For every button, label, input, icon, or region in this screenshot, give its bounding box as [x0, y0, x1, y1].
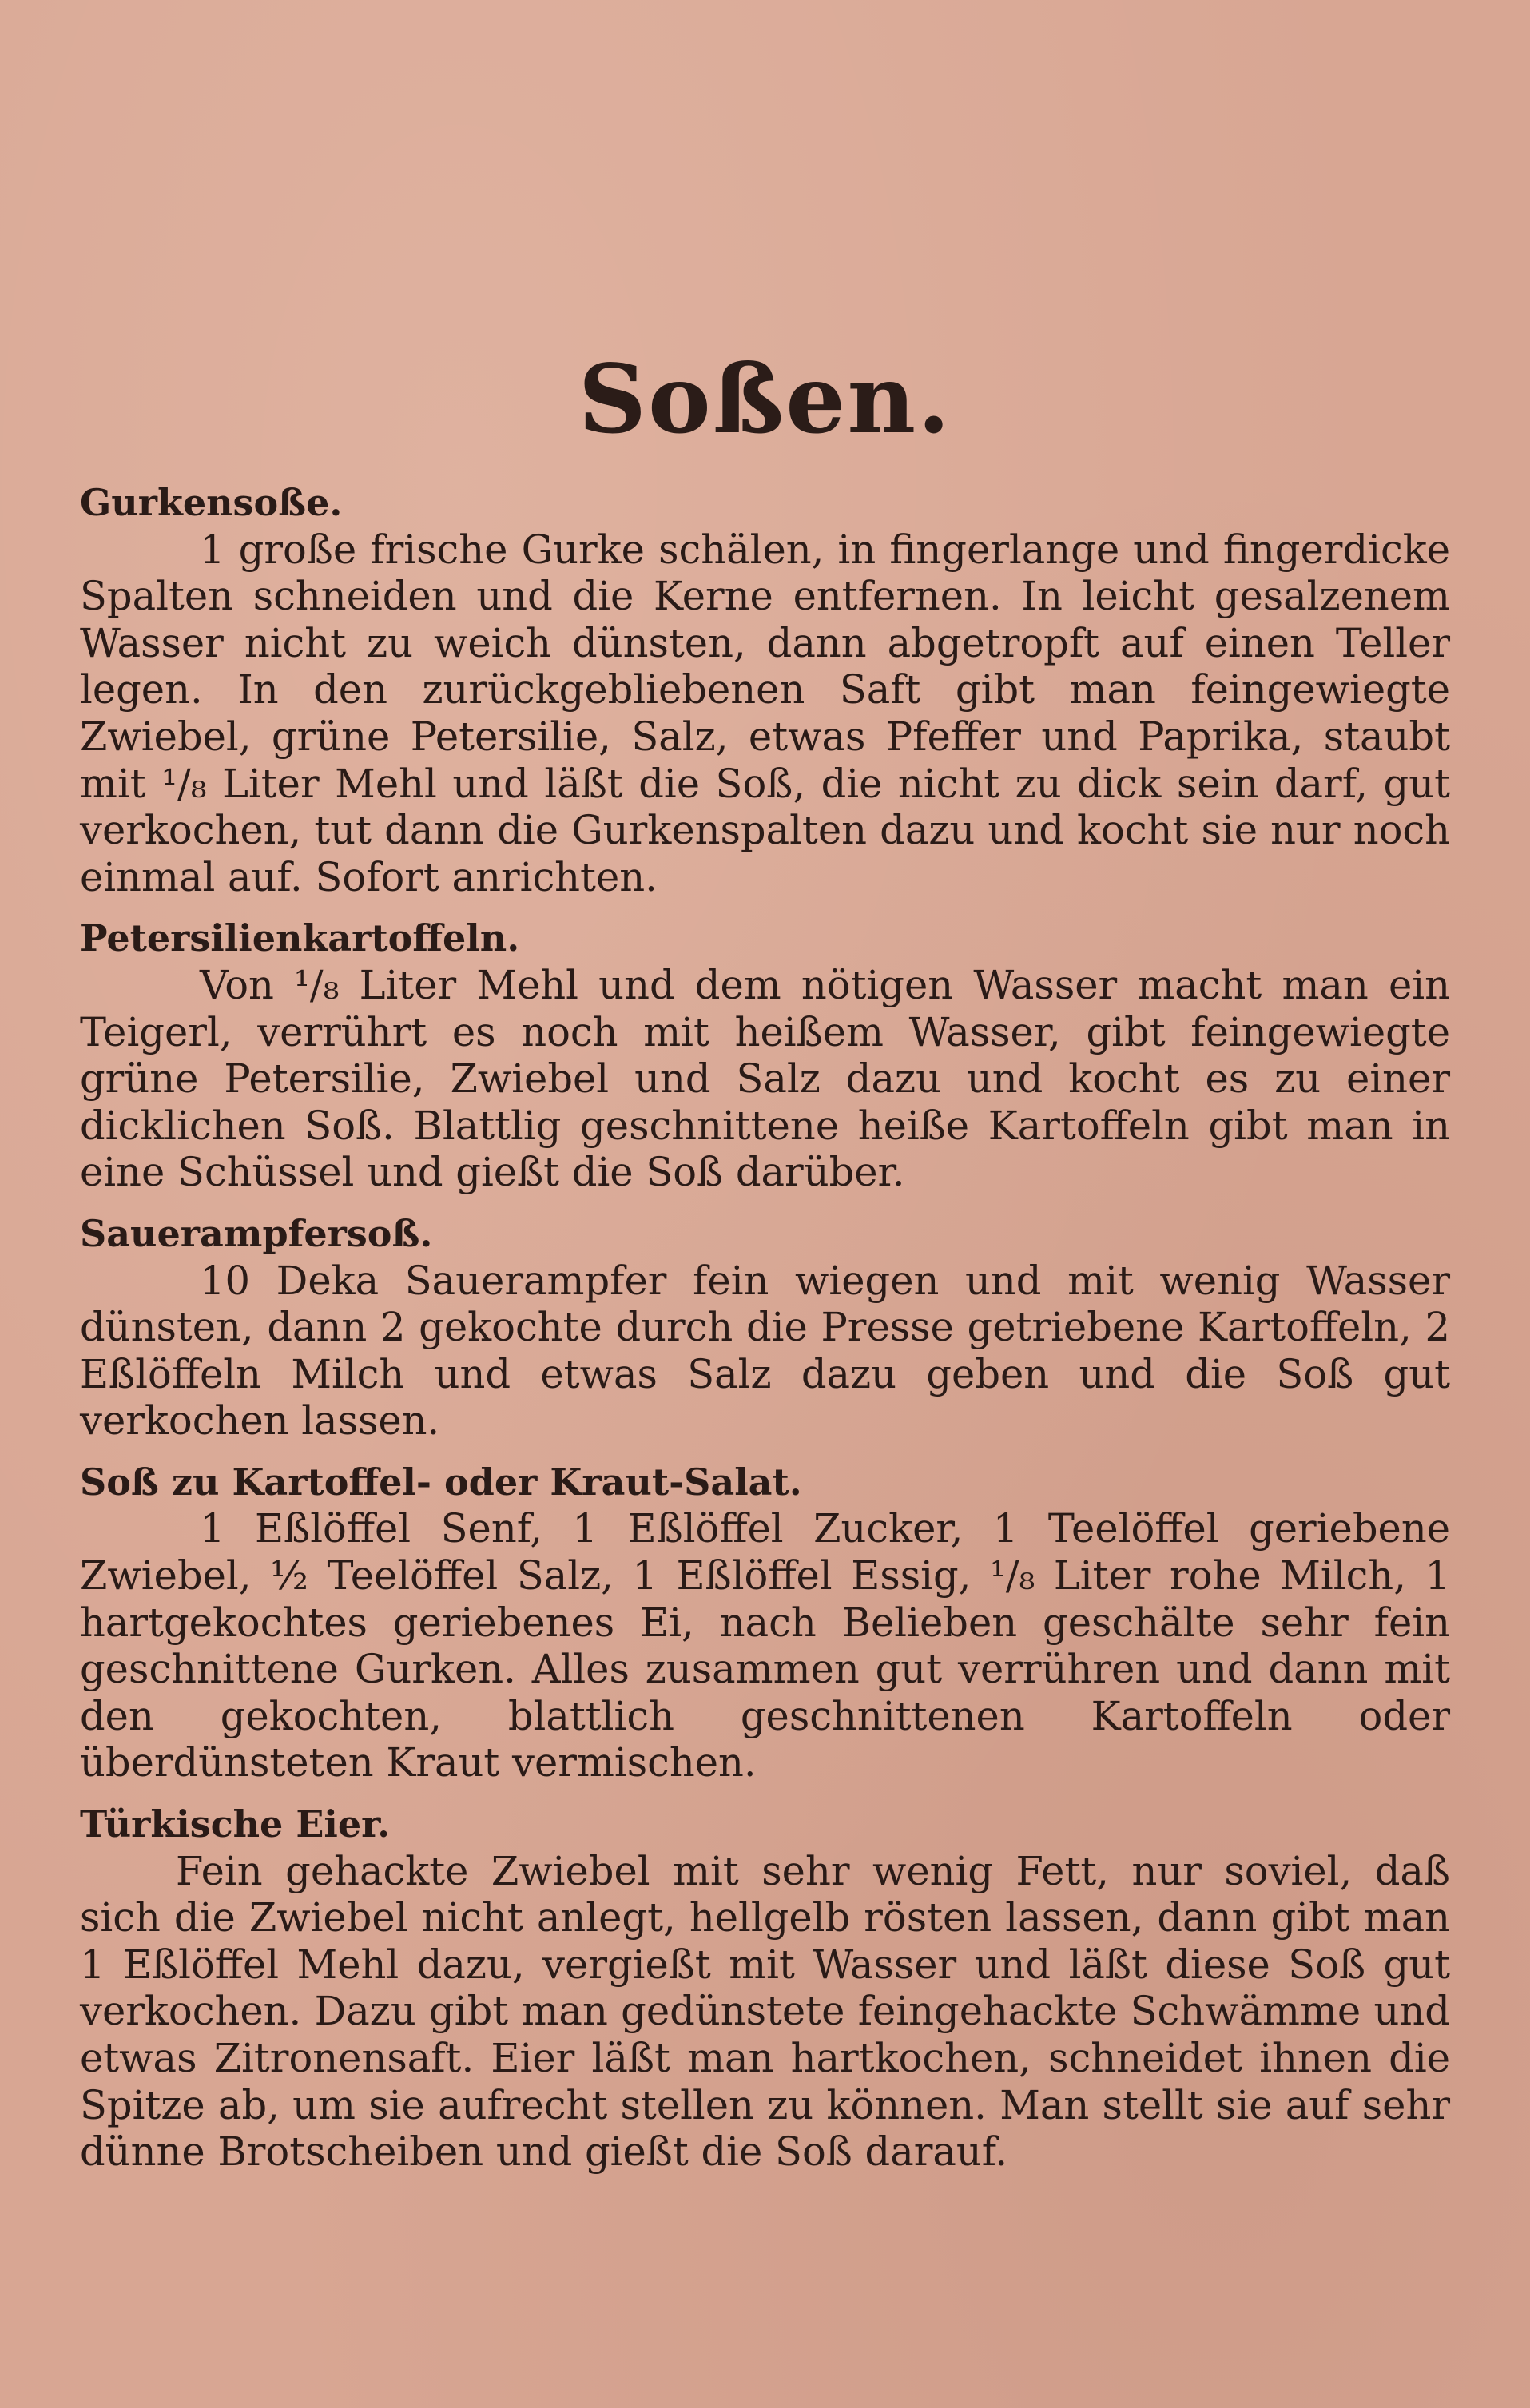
recipe-heading: Gurkensoße. — [80, 481, 343, 524]
recipe-text: 1 große frische Gurke schälen, in fingerlange und fingerdicke Spalten schneiden und die Kerne entfernen. In leicht gesalzenem Wasser nicht zu weich dünsten, dann abgetropft auf einen Teller legen. In den zurückgebliebenen Saft gibt man feingewiegte Zwiebel, grüne Petersilie, Salz, etwas Pfeffer und Paprika, staubt mit ¹/₈ Liter Mehl und läßt die Soß, die nicht zu dick sein darf, gut verkochen, tut dann die Gurkenspalten dazu und kocht sie nur noch einmal auf. Sofort anrichten. — [80, 526, 1450, 900]
recipe-text: Von ¹/₈ Liter Mehl und dem nötigen Wasser macht man ein Teigerl, verrührt es noch mit heißem Wasser, gibt feingewiegte grüne Petersilie, Zwiebel und Salz dazu und kocht es zu einer dicklichen Soß. Blattlig geschnittene heiße Kartoffeln gibt man in eine Schüssel und gießt die Soß darüber. — [80, 961, 1450, 1196]
page-title: Soßen. — [578, 344, 952, 455]
recipe-section — [80, 915, 1450, 1196]
recipe-heading: Türkische Eier. — [80, 1802, 391, 1846]
recipe-section — [80, 1210, 1450, 1444]
recipe-heading: Petersilienkartoffeln. — [80, 916, 520, 960]
recipe-section — [80, 479, 1450, 900]
recipe-section — [80, 1801, 1450, 2176]
recipe-text: 1 Eßlöffel Senf, 1 Eßlöffel Zucker, 1 Teelöffel geriebene Zwiebel, ½ Teelöffel Salz, 1 Eßlöffel Essig, ¹/₈ Liter rohe Milch, 1 hartgekochtes geriebenes Ei, nach Belieben geschälte sehr fein geschnittene Gurken. Alles zusammen gut verrühren und dann mit den gekochten, blattlich geschnittenen Kartoffeln oder überdünsteten Kraut vermischen. — [80, 1505, 1450, 1786]
recipe-list — [80, 479, 1450, 2176]
recipe-section — [80, 1459, 1450, 1786]
recipe-heading: Soß zu Kartoffel- oder Kraut-Salat. — [80, 1460, 802, 1504]
recipe-heading: Sauerampfersoß. — [80, 1211, 433, 1255]
recipe-text: 10 Deka Sauerampfer fein wiegen und mit wenig Wasser dünsten, dann 2 gekochte durch die Presse getriebene Kartoffeln, 2 Eßlöffeln Milch und etwas Salz dazu geben und die Soß gut verkochen lassen. — [80, 1257, 1450, 1444]
recipe-text: Fein gehackte Zwiebel mit sehr wenig Fett, nur soviel, daß sich die Zwiebel nicht anlegt, hellgelb rösten lassen, dann gibt man 1 Eßlöffel Mehl dazu, vergießt mit Wasser und läßt diese Soß gut verkochen. Dazu gibt man gedünstete feingehackte Schwämme und etwas Zitronensaft. Eier läßt man hartkochen, schneidet ihnen die Spitze ab, um sie aufrecht stellen zu können. Man stellt sie auf sehr dünne Brotscheiben und gießt die Soß darauf. — [80, 1847, 1450, 2176]
